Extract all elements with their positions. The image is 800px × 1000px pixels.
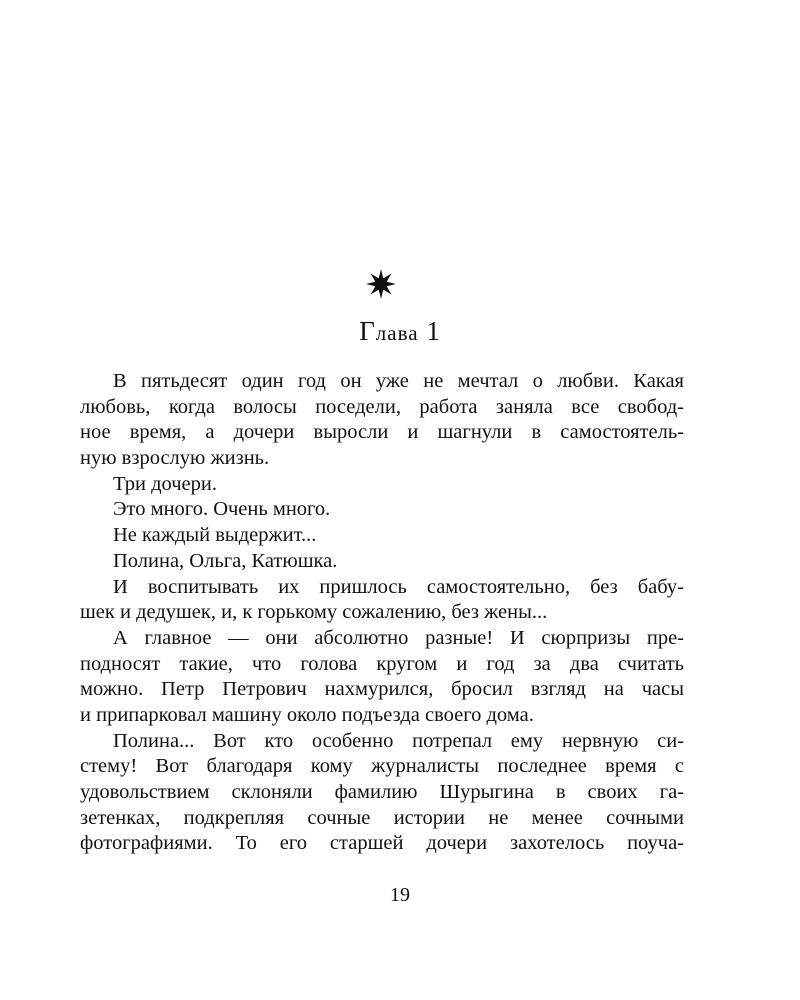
- chapter-title-initial: Г: [359, 316, 376, 346]
- text-line: Три дочери.: [113, 472, 217, 495]
- text-line: Это много. Очень много.: [113, 498, 331, 521]
- text-line: зетенках, подкрепляя сочные истории не менее сочными: [80, 806, 684, 829]
- text-line: шек и дедушек, и, к горькому сожалению, без жены...: [80, 601, 548, 624]
- text-line: ное время, а дочери выросли и шагнули в самостоятель-: [80, 421, 684, 444]
- text-line: можно. Петр Петрович нахмурился, бросил взгляд на часы: [80, 678, 684, 701]
- text-line: и припарковал машину около подъезда своего дома.: [80, 703, 534, 726]
- chapter-body-text: [80, 369, 684, 857]
- page-number: 19: [390, 884, 410, 906]
- text-line: Полина... Вот кто особенно потрепал ему нервную си-: [113, 729, 684, 752]
- text-line: Не каждый выдержит...: [113, 524, 317, 547]
- text-line: А главное — они абсолютно разные! И сюрпризы пре-: [113, 626, 684, 649]
- text-line: подносят такие, что голова кругом и год за два считать: [80, 652, 684, 675]
- text-line: фотографиями. То его старшей дочери захотелось поуча-: [80, 832, 684, 855]
- text-line: В пятьдесят один год он уже не мечтал о любви. Какая: [113, 370, 684, 392]
- text-line: И воспитывать их пришлось самостоятельно, без бабу-: [113, 575, 684, 598]
- chapter-title-rest: лава: [375, 321, 419, 345]
- text-line: ную взрослую жизнь.: [80, 447, 270, 470]
- text-line: Полина, Ольга, Катюшка.: [113, 549, 338, 572]
- text-line: стему! Вот благодаря кому журналисты последнее время с: [80, 755, 684, 778]
- star-ornament-icon: [366, 269, 396, 299]
- chapter-number: 1: [426, 316, 441, 346]
- text-line: любовь, когда волосы поседели, работа заняла все свобод-: [80, 395, 684, 418]
- text-line: удовольствием склоняли фамилию Шурыгина в своих га-: [80, 781, 684, 803]
- chapter-title: [0, 313, 800, 351]
